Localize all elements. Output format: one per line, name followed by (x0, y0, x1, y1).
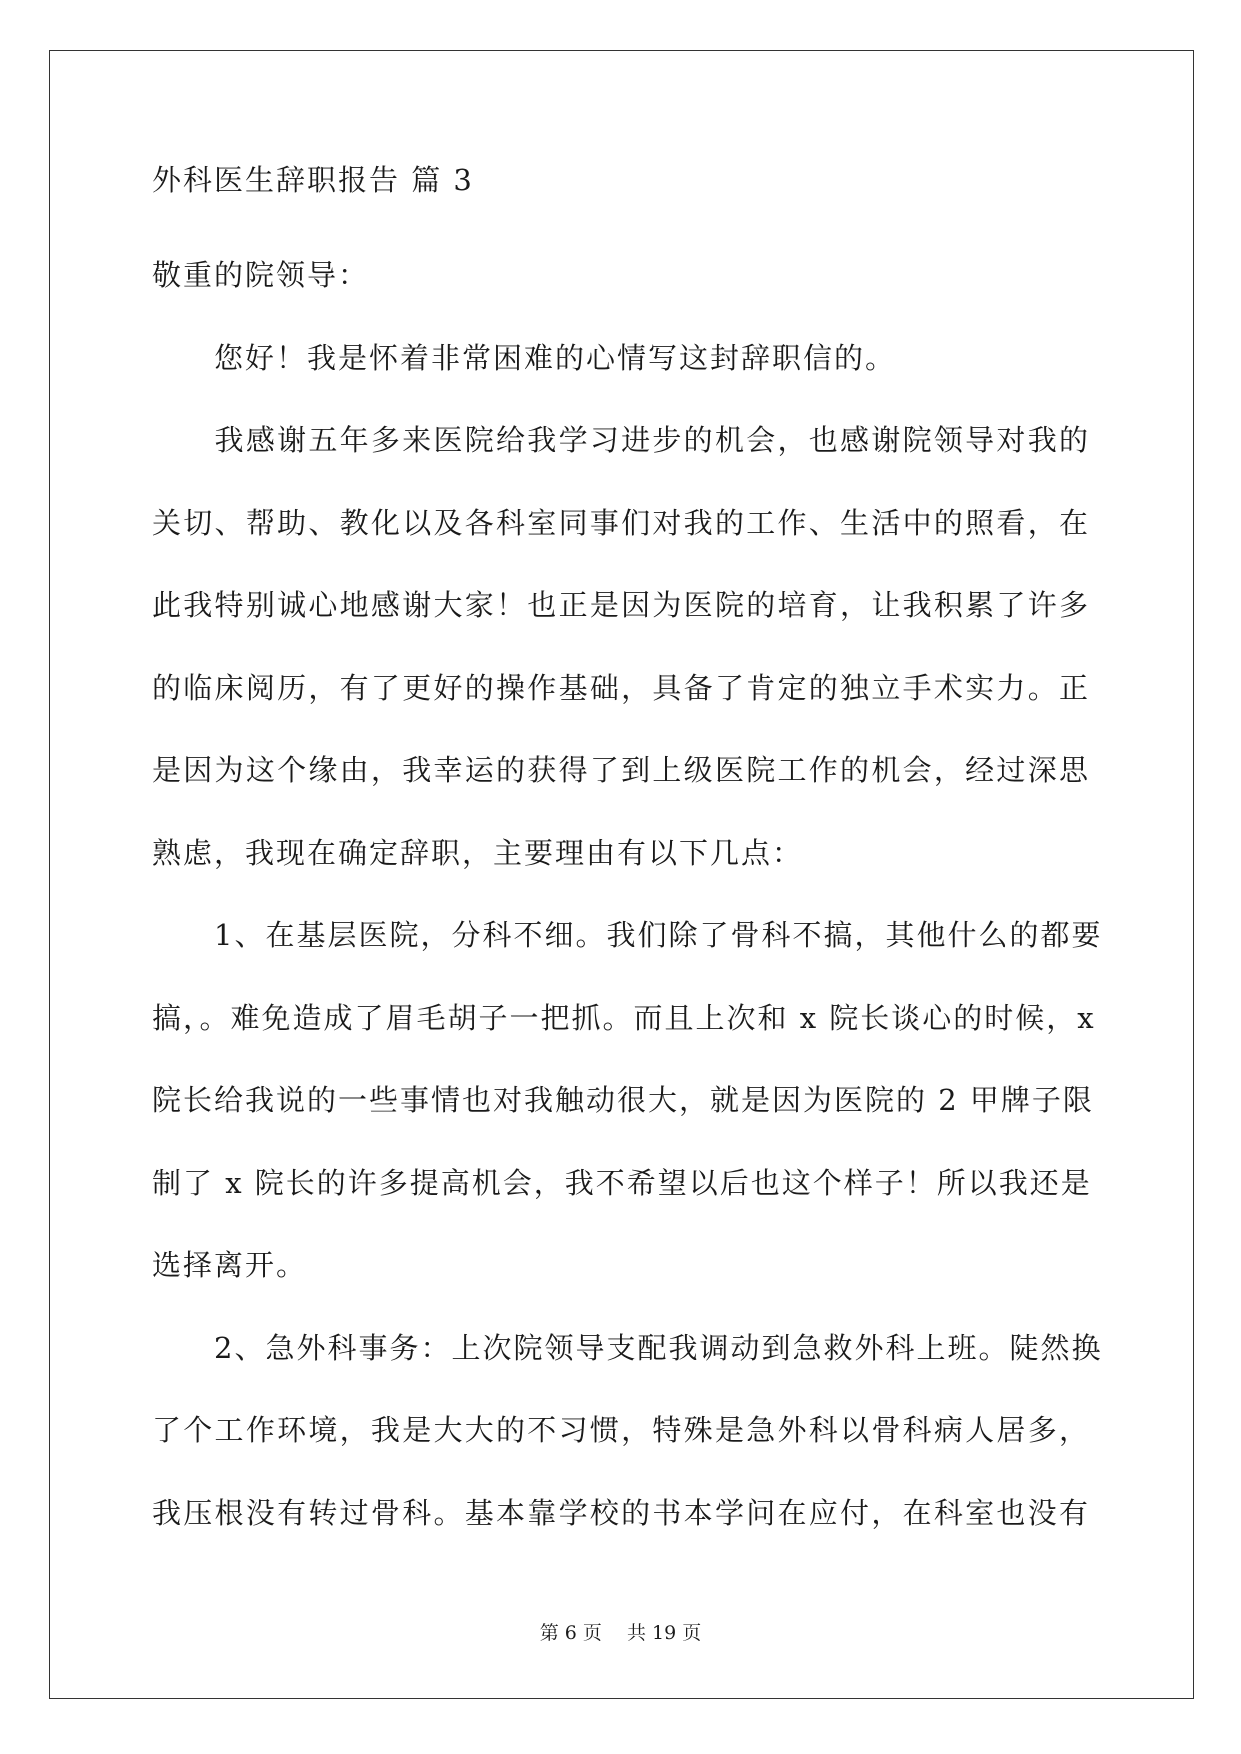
document-title: 外科医生辞职报告 篇 3 (152, 163, 474, 197)
text-line: 了个工作环境，我是大大的不习惯，特殊是急外科以骨科病人居多， (152, 1413, 1090, 1447)
text-line: 关切、帮助、教化以及各科室同事们对我的工作、生活中的照看，在 (152, 505, 1090, 540)
page-footer (0, 1618, 1241, 1645)
text-line: 2、急外科事务：上次院领导支配我调动到急救外科上班。陡然换 (152, 1330, 1103, 1365)
paragraph-lines (152, 317, 1103, 1555)
text-line: 是因为这个缘由，我幸运的获得了到上级医院工作的机会，经过深思 (152, 753, 1090, 787)
salutation: 敬重的院领导： (152, 258, 370, 292)
text-line: 院长给我说的一些事情也对我触动很大，就是因为医院的 2 甲牌子限 (152, 1083, 1094, 1117)
text-line: 搞，。难免造成了眉毛胡子一把抓。而且上次和 x 院长谈心的时候，x (152, 1000, 1096, 1035)
text-line: 我压根没有转过骨科。基本靠学校的书本学问在应付，在科室也没有 (152, 1495, 1090, 1530)
page-number: 第 6 页 共 19 页 (539, 1622, 702, 1644)
text-line: 选择离开。 (152, 1248, 308, 1282)
text-line: 熟虑，我现在确定辞职，主要理由有以下几点： (152, 835, 804, 870)
text-line: 我感谢五年多来医院给我学习进步的机会，也感谢院领导对我的 (152, 423, 1090, 457)
text-line: 此我特别诚心地感谢大家！也正是因为医院的培育，让我积累了许多 (152, 588, 1090, 622)
text-line: 制了 x 院长的许多提高机会，我不希望以后也这个样子！所以我还是 (152, 1165, 1092, 1200)
document-body (152, 160, 1103, 1554)
text-line: 您好！我是怀着非常困难的心情写这封辞职信的。 (152, 340, 897, 375)
text-line: 的临床阅历，有了更好的操作基础，具备了肯定的独立手术实力。正 (152, 670, 1090, 705)
text-line: 1、在基层医院，分科不细。我们除了骨科不搞，其他什么的都要 (152, 918, 1103, 952)
